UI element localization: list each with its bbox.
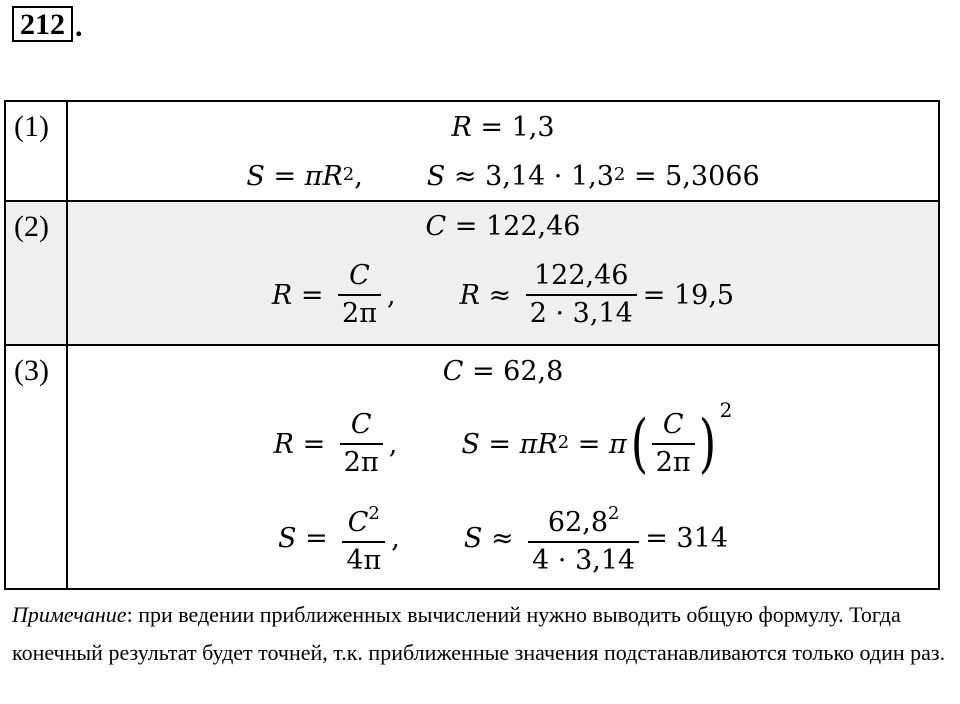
fraction-c-over-2pi-3: $\frac{C}{2\pi}$ <box>340 409 383 479</box>
row-math-1 <box>67 101 939 201</box>
math-line-area-formula: S = π R $^2$ , S ≈ 3,14 · 1,3 $^2$ = 5,3066 <box>246 160 760 192</box>
math-line-area-final: S = $\frac{C^2}{4\pi}$ , S ≈ $\frac{62,8^2}{4 \cdot 3,14}$ = 314 <box>68 492 938 584</box>
math-line-c-value-3: C = 62,8 <box>442 355 564 387</box>
solution-table <box>4 100 940 590</box>
row-label-2: (2) <box>5 201 67 345</box>
note-heading: Примечание <box>12 602 127 627</box>
fraction-numeric-area: $\frac{62,8^2}{4 \cdot 3,14}$ <box>528 500 639 577</box>
fraction-numeric-radius: $\frac{122,46}{2 \cdot 3,14}$ <box>526 260 637 330</box>
row-label-1: (1) <box>5 101 67 201</box>
row-math-2 <box>67 201 939 345</box>
fraction-c-over-2pi-paren: $\frac{C}{2\pi}$ <box>652 409 695 479</box>
note-paragraph <box>12 596 958 672</box>
solution-row-3 <box>5 345 939 589</box>
math-line-area-from-circumference: R = $\frac{C}{2\pi}$ , S = π R $^2$ = π ( $\frac{C}{2\pi}$ ) 2 <box>273 398 733 481</box>
note-text: : при ведении приближенных вычислений нужно выводить общую формулу. Тогда конечный результат будет точней, т.к. приближенные значения подстанавливаются только один раз. <box>12 602 946 665</box>
row-label-3: (3) <box>5 345 67 589</box>
solution-row-2 <box>5 201 939 345</box>
row-math-3 <box>67 345 939 589</box>
math-line-radius-formula: R = $\frac{C}{2\pi}$ , R ≈ $\frac{122,46}{2 \cdot 3,14}$ = 19,5 <box>271 260 735 329</box>
problem-number-dot: . <box>75 10 83 43</box>
fraction-c2-over-4pi: $\frac{C^2}{4\pi}$ <box>342 500 385 577</box>
problem-number <box>12 6 83 42</box>
solution-row-1 <box>5 101 939 201</box>
math-line-c-value: C = 122,46 <box>425 210 581 242</box>
math-line-r-value: R = 1,3 <box>451 111 555 143</box>
problem-number-box: 212 <box>12 6 73 42</box>
fraction-c-over-2pi: $\frac{C}{2\pi}$ <box>338 260 381 330</box>
